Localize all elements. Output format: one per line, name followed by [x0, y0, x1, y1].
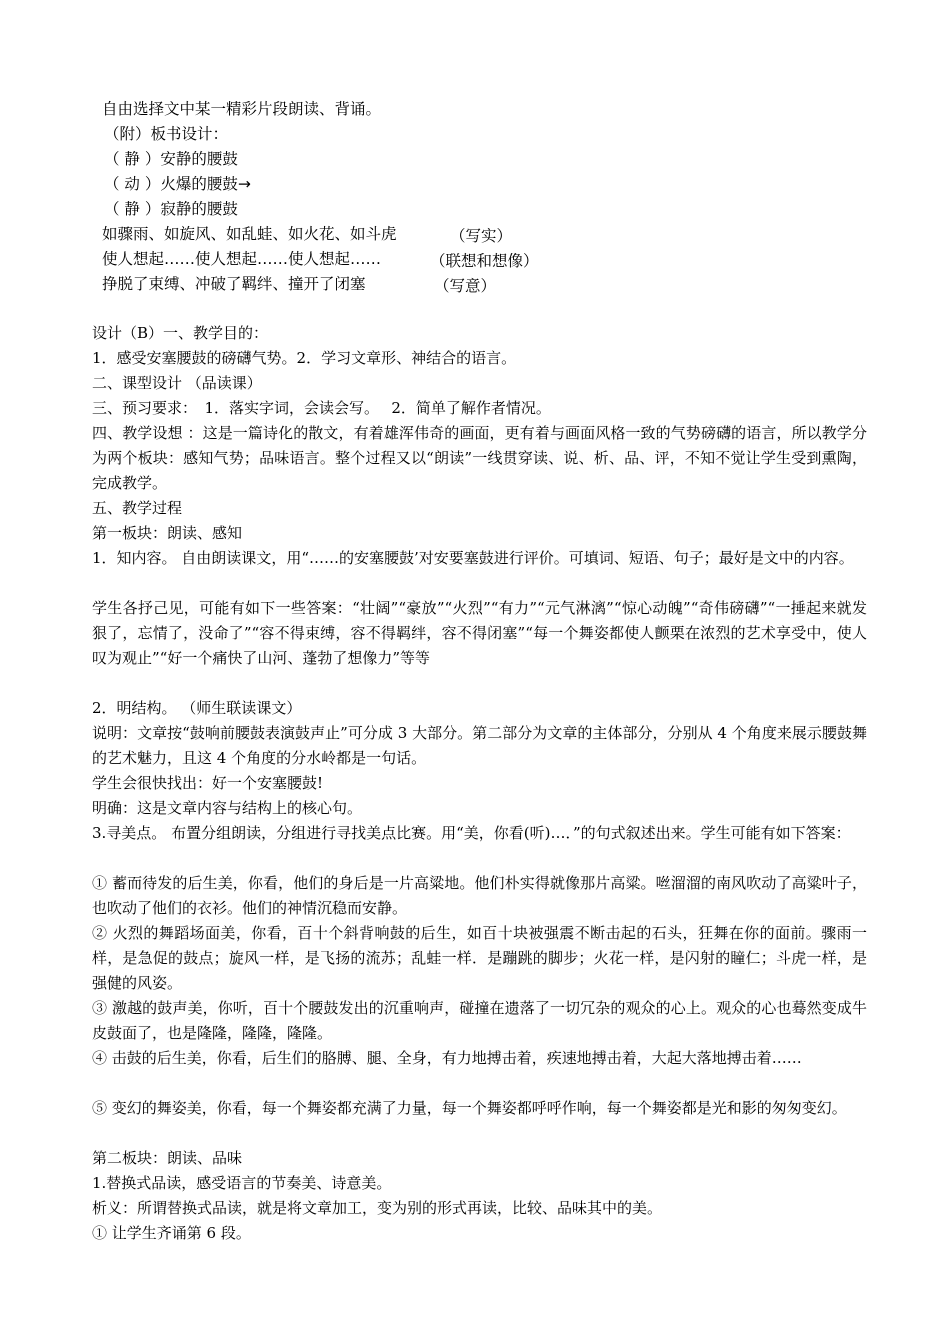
beauty-point-5: ⑤ 变幻的舞姿美，你看，每一个舞姿都充满了力量，每一个舞姿都呼呼作响，每一个舞姿都是光和影的匆匆变幻。 — [92, 1099, 847, 1117]
block-one-heading: 第一板块：朗读、感知 — [92, 524, 243, 542]
board-line-6-text: 如骤雨、如旋风、如乱蛙、如火花、如斗虎 — [102, 225, 397, 243]
board-line-7-note: （联想和想像） — [430, 252, 539, 270]
board-line-8 — [102, 274, 366, 294]
key-sentence-found: 学生会很快找出：好一个安塞腰鼓! — [92, 774, 324, 792]
beauty-point-3: ③ 激越的鼓声美，你听，百十个腰鼓发出的沉重响声，碰撞在遗落了一切冗杂的观众的心上。观众的心也蓦然变成牛皮鼓面了，也是隆隆，隆隆，隆隆。 — [92, 999, 867, 1042]
board-line-8-note: （写意） — [434, 277, 497, 295]
substitution-reading: 1.替换式品读，感受语言的节奏美、诗意美。 — [92, 1174, 392, 1192]
key-sentence-clarify: 明确：这是文章内容与结构上的核心句。 — [92, 799, 363, 817]
board-line-1: 自由选择文中某一精彩片段朗读、背诵。 — [102, 100, 382, 118]
board-line-5: （ 静 ）寂静的腰鼓 — [104, 200, 238, 218]
board-line-6 — [102, 224, 397, 244]
step-structure: 2．明结构。 （师生联读课文） — [92, 699, 302, 717]
beauty-point-4: ④ 击鼓的后生美，你看，后生们的胳膊、腿、全身，有力地搏击着，疾速地搏击着，大起大落地搏击着…… — [92, 1049, 802, 1067]
structure-explanation: 说明：文章按“鼓响前腰鼓表演鼓声止”可分成 3 大部分。第二部分为文章的主体部分，分别从 4 个角度来展示腰鼓舞的艺术魅力，且这 4 个角度的分水岭都是一句话。 — [92, 724, 867, 767]
board-line-3: （ 静 ）安静的腰鼓 — [104, 150, 238, 168]
board-line-4: （ 动 ）火爆的腰鼓→ — [104, 175, 251, 193]
beauty-point-1: ① 蓄而待发的后生美，你看，他们的身后是一片高粱地。他们朴实得就像那片高粱。咝溜溜的南风吹动了高粱叶子，也吹动了他们的衣衫。他们的神情沉稳而安静。 — [92, 874, 867, 917]
process-heading: 五、教学过程 — [92, 499, 183, 517]
board-line-7 — [102, 249, 381, 269]
student-answers: 学生各抒己见，可能有如下一些答案：“壮阔”“豪放”“火烈”“有力”“元气淋漓”“惊心动魄”“奇伟磅礴”“一捶起来就发狠了，忘情了，没命了”“容不得束缚，容不得羁绊，容不得闭塞”“每一个舞姿都使人颤栗在浓烈的艺术享受中，使人叹为观止”“好一个痛快了山河、蓬勃了想像力”等等 — [92, 599, 867, 667]
step-find-beauty: 3.寻美点。 布置分组朗读，分组进行寻找美点比赛。用“美，你看(听)…．”的句式叙述出来。学生可能有如下答案： — [92, 824, 851, 842]
design-heading: 设计（B）一、教学目的： — [92, 324, 269, 342]
teaching-concept: 四、教学设想 ：这是一篇诗化的散文，有着雄浑伟奇的画面，更有着与画面风格一致的气势磅礴的语言，所以教学分为两个板块：感知气势；品味语言。整个过程又以“朗读”一线贯穿读、说、析、品、评，不知不觉让学生受到熏陶，完成教学。 — [92, 424, 867, 492]
beauty-point-2: ② 火烈的舞蹈场面美，你看，百十个斜背响鼓的后生，如百十块被强震不断击起的石头，狂舞在你的面前。骤雨一样，是急促的鼓点；旋风一样，是飞扬的流苏；乱蛙一样．是蹦跳的脚步；火花一样，是闪射的瞳仁；斗虎一样，是强健的风姿。 — [92, 924, 867, 992]
board-line-2: （附）板书设计： — [104, 125, 229, 143]
substitution-explanation: 析义：所谓替换式品读，就是将文章加工，变为别的形式再读，比较、品味其中的美。 — [92, 1199, 663, 1217]
step-know-content: 1．知内容。 自由朗读课文，用“……的安塞腰鼓’对安要塞鼓进行评价。可填词、短语、句子；最好是文中的内容。 — [92, 549, 854, 567]
teaching-goals: 1．感受安塞腰鼓的磅礴气势。2．学习文章形、神结合的语言。 — [92, 349, 517, 367]
preview-requirements: 三、预习要求： 1．落实字词，会读会写。 2．简单了解作者情况。 — [92, 399, 551, 417]
board-line-6-note: （写实） — [450, 227, 513, 245]
board-line-7-text: 使人想起……使人想起……使人想起…… — [102, 250, 382, 268]
recite-paragraph-six: ① 让学生齐诵第 6 段。 — [92, 1224, 251, 1242]
lesson-type: 二、课型设计 （品读课） — [92, 374, 262, 392]
board-line-8-text: 挣脱了束缚、冲破了羁绊、撞开了闭塞 — [102, 275, 366, 293]
block-two-heading: 第二板块：朗读、品味 — [92, 1149, 243, 1167]
